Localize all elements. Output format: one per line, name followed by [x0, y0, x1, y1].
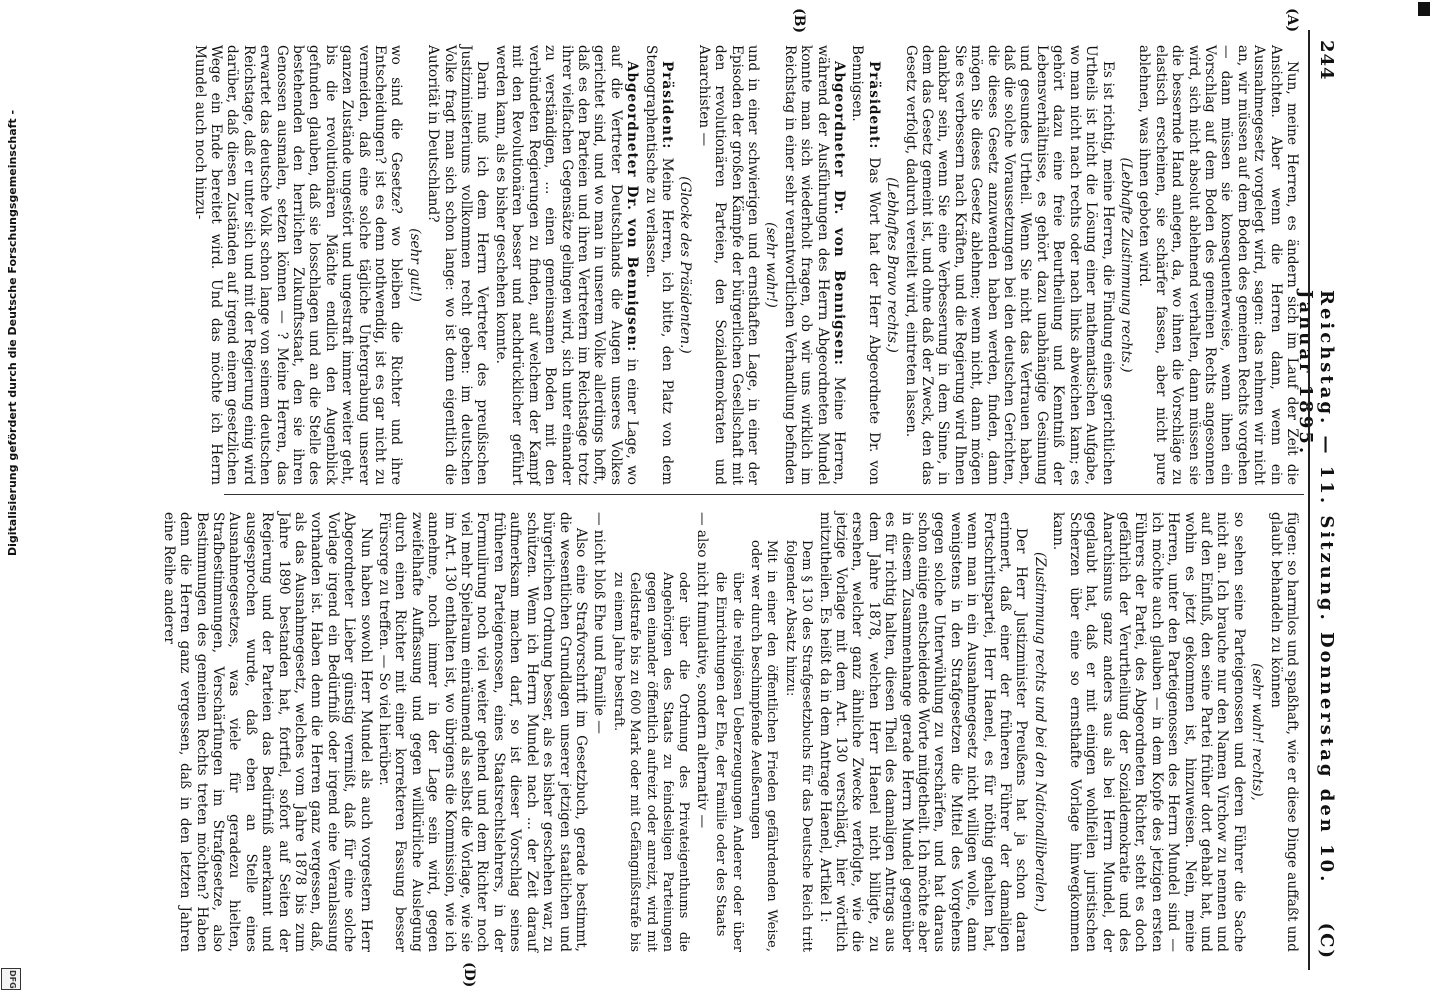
paragraph-text: und in einer schwierigen und ernsthaften Lage, in einer der Episoden der großen Kämpfe der bürgerlichen Gesellschaft mit den revolutionären Parteien, den Sozialdemokraten und Anarchisten — [695, 45, 761, 485]
paragraph [609, 512, 691, 952]
paragraph [712, 512, 745, 952]
paragraph-text: Es ist richtig, meine Herren, die Findung eines gerichtlichen Urtheils ist nicht die Lösung einer mathematischen Aufgabe, wo man nicht nach rechts oder nach links abweichen kann; es gehört dazu eine freie Beurtheilung und Kenntniß der Lebensverhältnisse, es gehört dazu unabhängige Gesinnung und gesundes Urtheil. Wenn Sie nicht das Vertrauen haben, daß die solche Voraussetzungen bei den deutschen Gerichten, die dieses Gesetz anzuwenden haben werden, finden, dann mögen Sie dieses Gesetz ablehnen; wenn nicht, dann mögen Sie es verbessern nach Kräften, und die Regierung wird Ihnen dankbar sein, wenn Sie eine Verbesserung in dem Sinne, in dem das Gesetz gemeint ist, und ohne daß der Zweck, den das Gesetz verfolgt, dadurch vereitelt wird, eintreten lassen. [902, 45, 1116, 485]
paragraph-text: (sehr wahr!) [763, 222, 780, 308]
paragraph-text: (Zustimmung rechts und bei den Nationalliberalen.) [1031, 551, 1048, 913]
right-text-column [158, 512, 1300, 952]
paragraph [849, 45, 882, 485]
stage-direction [1032, 512, 1048, 952]
page-title: Reichstag. — 11. Sitzung. Donnerstag den 10. Januar 1895. [1295, 290, 1337, 885]
paragraph-text: Meine Herren, während der Ausführungen des Herrn Abgeordneten Mundel konnte man sich wiederholt fragen, ob wir uns wirklich im Reichstag in einer sehr verantwortlichen Verhandlung befinden [781, 45, 848, 485]
paragraph-text: Das Wort hat der Herr Abgeordnete Dr. von Bennigsen. [849, 45, 882, 485]
paragraph-text: (sehr gut!) [406, 228, 423, 302]
paragraph [747, 512, 780, 952]
paragraph [376, 512, 589, 952]
paragraph-text: Darin muß ich dem Herrn Vertreter des preußischen Justizministeriums vollkommen recht geben: im deutschen Volke fragt man sich schon lange: wo ist denn eigentlich die Autorität in Deutschland? [425, 45, 491, 485]
paragraph [781, 512, 814, 952]
paragraph-text: so sehen seine Parteigenossen und deren Führer die Sache nicht an. Ich brauche nur den Namen Virchow zu nennen und auf den Einfluß, den seine Partei früher dort gehabt hat, und wohin es jetzt gekommen ist, hinzuweisen. Nein, meine Herren, unter den Parteigenossen des Herrn Mundel sind — ich möchte auch glauben — in dem Kopfe des jetzigen ersten Führers der Partei, des Abgeordneten Richter, steht es doch gefährlich der Verurtheilung der Sozialdemokratie und des Anarchismus ganz anders aus als bei Herrn Mundel, der geglaubt hat, daß er mit einigen wohlfeilen juristischen Scherzen über eine so ernsthafte Vorlage hinwegkommen kann. [1050, 512, 1247, 952]
dfg-logo-text: DFG [8, 969, 17, 989]
paragraph-text: Also eine Strafvorschrift im Gesetzbuch, gerade bestimmt, die wesentlichen Grundlagen unserer jetzigen staatlichen und bürgerlichen Ordnung besser, als es bisher geschehen war, zu schützen. Wenn ich Herrn Mundel nach ... der Zeit darauf aufmerksam machen darf, so ist dieser Vorschlag seines früheren Parteigenossen, eines Staatsrechtslehrers, in der Formulirung noch viel weiter gehend und dem Richter noch viel mehr Spielraum einräumend als selbst die Vorlage, wie sie im Art. 130 enthalten ist, wo übrigens die Kommission, wie ich annehme, noch immer in der Lage sein wird, gegen zweifelhafte Auffassung und gegen willkürliche Auslegung durch einen Richter mit einer korrekteren Fassung besser Fürsorge zu treffen. — So viel hierüber. [376, 512, 589, 952]
page-header [1295, 30, 1337, 970]
paragraph-text: (sehr wahr! rechts), [1249, 663, 1266, 801]
paragraph [493, 45, 641, 485]
header-rule [1308, 30, 1310, 970]
paragraph-text: Der Herr Justizminister Preußens hat ja schon daran erinnert, daß einer der früheren Führer der damaligen Fortschrittspartei, Herr Haenel, es für nöthig gehalten hat, wenn man in ein Ausnahmegesetz nicht willigen wolle, dann wenigstens in den Strafgesetzen die Mittel des Vorgehens gegen solche Unterwühlung zu verschärfen, und hat daraus schon einige entscheidende Worte mitgetheilt. Ich möchte aber in diesem Zusammenhange gerade Herrn Mundel gegenüber es für richtig halten, diesen Theil des damaligen Antrags aus dem Jahre 1878, welchen Herr Haenel nicht billigte, zu ersehen, welcher ganz ähnliche Zwecke verfolgte, wie die jetzige Vorlage mit dem Art. 130 verschlägt, hier wörtlich mitzutheilen. Es heißt da in dem Antrage Haenel, Artikel 1: [816, 512, 1030, 952]
paragraph-text: (Lebhafte Zustimmung rechts.) [1117, 157, 1134, 373]
stage-direction [1249, 512, 1265, 952]
credit-text: Digitalisierung gefördert durch die Deutsche Forschungsgemeinschaft - [6, 109, 19, 556]
paragraph-text: Dem § 130 des Strafgesetzbuchs für das Deutsche Reich tritt folgender Absatz hinzu: [782, 540, 815, 952]
paragraph-text: (Glocke des Präsidenten.) [677, 176, 694, 354]
stage-direction [677, 45, 693, 485]
speaker-label: Abgeordneter Dr. von Bennigsen: [831, 61, 848, 366]
paragraph [816, 512, 1029, 952]
marker-d: (D) [461, 962, 477, 988]
speaker-label: Abgeordneter Dr. von Bennigsen: [624, 61, 641, 353]
paragraph [160, 512, 373, 952]
paragraph [695, 45, 761, 485]
speaker-label: Präsident: [865, 61, 882, 150]
paragraph [642, 45, 675, 485]
paragraph [191, 45, 404, 485]
marker-b: (B) [791, 8, 807, 34]
paragraph-text: — also nicht fumulative, sondern alternativ — [693, 512, 710, 829]
paragraph [902, 45, 1115, 485]
page-number: 244 [1316, 40, 1337, 81]
paragraph [1050, 512, 1247, 952]
paragraph-text: Mit in einer den öffentlichen Frieden gefährdenden Weise, oder wer durch beschimpfende Aeußerungen [748, 540, 780, 952]
stage-direction [1118, 45, 1134, 485]
stage-direction [406, 45, 422, 485]
paragraph-text: — nicht bloß Ehe und Familie — [591, 512, 608, 734]
stage-direction [763, 45, 779, 485]
paragraph-text: oder über die Ordnung des Privateigenthums die Angehörigen des Staats zu feindseligen Parteiungen gegen einander öffentlich aufreizt oder anreizt, wird mit Geldstrafe bis zu 600 Mark oder mit Gefängnißstrafe bis zu einem Jahre bestraft. [610, 572, 692, 952]
left-text-column [189, 45, 1300, 485]
paragraph [1267, 512, 1300, 952]
paragraph-text: in einer Lage, wo auf die Vertreter Deutschlands die Augen unseres Volkes gerichtet sind, und wo man in unserem Volke allerdings hofft, daß es den Parteien und ihren Vertretern im Reichstage trotz ihrer vielfachen Gegensätze gelingen wird, sich unter einander zu verständigen, ... einen gemeinsamen Boden mit den verbündeten Regierungen zu finden, auf welchem der Kampf mit den Revolutionären besser und nachdrücklicher geführt werden kann, als es bisher geschehen konnte. [492, 45, 641, 485]
paragraph [591, 512, 607, 952]
column-divider [224, 494, 1304, 495]
paragraph-text: fügen: so harmlos und spaßhaft, wie er diese Dinge auffaßt und glaubt behandeln zu können [1267, 512, 1300, 952]
paragraph-text: Meine Herren, ich bitte, den Platz von dem Stenographentische zu verlassen. [642, 45, 675, 485]
paragraph [693, 512, 709, 952]
paragraph-text: wo sind die Gesetze? wo bleiben die Richter und ihre Entscheidungen? ist es denn nothwendig, ist es gar nicht zu vermeiden, daß eine solche tägliche Untergrabung unserer ganzen Zustände ungestört und ungestraft immer weiter geht, bis die revolutionären Mächte endlich den Augenblick gefunden glauben, daß sie losschlagen und an die Stelle des bestehenden den herrlichen Zukunftsstaat, den sie ihren Genossen ausmalen, setzen können — ? Meine Herren, das erwartet das deutsche Volk schon lange von seinem deutschen Reichstage, daß er unter sich und mit der Regierung einig wird darüber, daß diesen Zuständen auf irgend einem gesetzlichen Wege ein Ende bereitet wird. Und das möchte ich Herrn Mundel auch noch hinzu- [191, 45, 405, 485]
paragraph [1136, 45, 1300, 485]
paragraph-text: über die religiösen Ueberzeugungen Anderer oder über die Einrichtungen der Ehe, der Familie oder des Staats [713, 572, 745, 952]
paragraph-text: (Lebhaftes Bravo rechts.) [884, 177, 901, 353]
speaker-label: Präsident: [658, 61, 675, 150]
paragraph [425, 45, 491, 485]
marker-a: (A) [1284, 8, 1300, 33]
stage-direction [884, 45, 900, 485]
paragraph-text: Nun haben sowohl Herr Mundel als auch vorgestern Herr Abgeordneter Lieber günstig vermißt, daß für eine solche Vorlage irgend ein Bedürfniß oder irgend eine Veranlassung vorhanden ist. Haben denn die Herren ganz vergessen, daß, als das Ausnahmegesetz, welches vom Jahre 1878 bis zum Jahre 1890 bestanden hat, fortfiel, sofort auf Seiten der Regierung und der Parteien das Bedürfniß anerkannt und ausgesprochen wurde, daß eben an Stelle eines Ausnahmegesetzes, was viele für geradezu hielten, Strafbestimmungen, Verschärfungen im Strafgesetze, also Bestimmungen des gemeinen Rechts treten möchten? Haben denn die Herren ganz vergessen, daß in den letzten Jahren eine Reihe anderer [160, 512, 374, 952]
marker-c: (C) [1316, 922, 1337, 960]
paragraph [781, 45, 847, 485]
paragraph-text: Nun, meine Herren, es ändern sich im Lauf der Zeit die Ansichten. Aber wenn die Herren dann, wenn ein Ausnahmegesetz vorgelegt wird, sagen: das nehmen wir nicht an, wir müssen auf dem Boden des gemeinen Rechts vorgehen — dann müssen sie konsequenterweise, wenn ihnen ein Vorschlag auf dem Boden des gemeinen Rechts angesonnen wird, sich nicht absolut ablehnend verhalten, dann müssen sie die bessernde Hand anlegen, da, wo ihnen die Vorschläge zu elastisch erscheinen, sie schärfer fassen, aber nicht pure ablehnen, was ihnen geboten wird. [1136, 45, 1300, 485]
